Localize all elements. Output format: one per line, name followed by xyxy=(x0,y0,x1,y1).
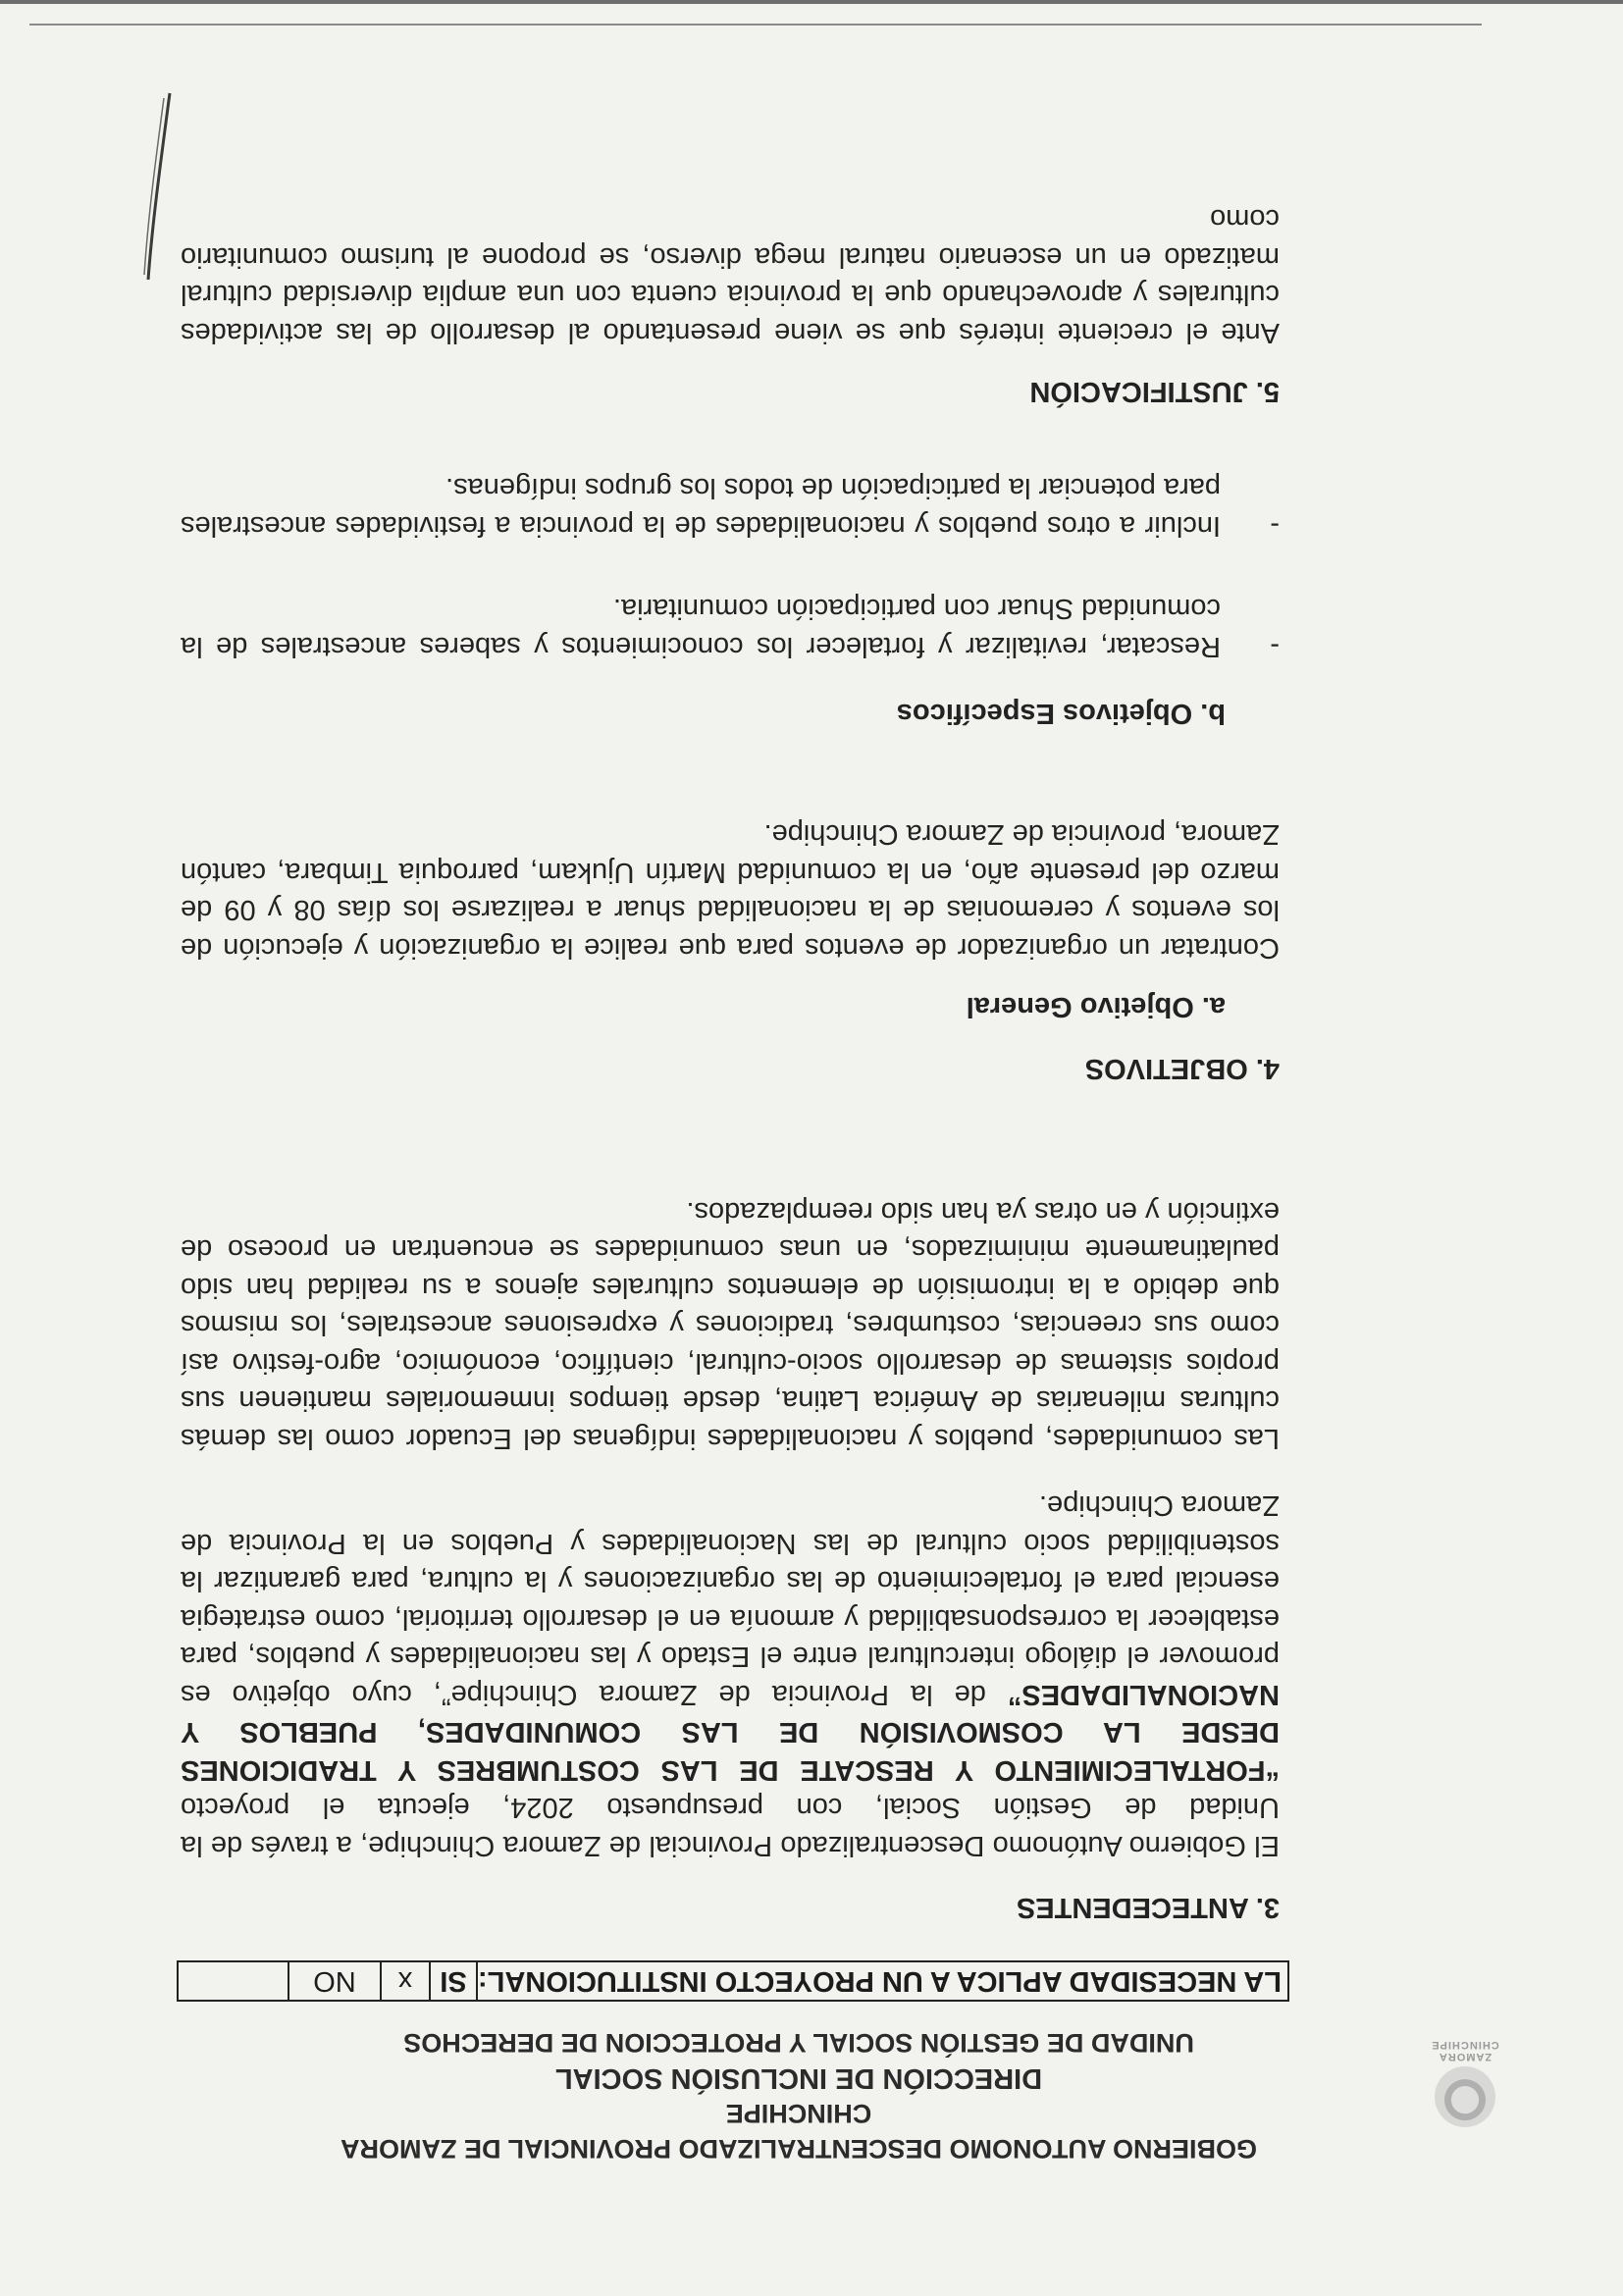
blank-cell xyxy=(189,1962,289,2000)
objetivos-especificos-title: b. Objetivos Específicos xyxy=(896,698,1226,729)
objetivo-especifico-1 xyxy=(181,590,1280,665)
document-header xyxy=(328,2025,1270,2166)
antecedentes-paragraph-2: Las comunidades, pueblos y nacionalidades indígenas del Ecuador como las demás culturas milenarias de América Latina, desde tiempos inmemoriales mantienen sus propios sistemas de desarrollo socio-cultural, científico, económico, agro-festivo así como sus creencias, costumbres, tradiciones y expresiones ancestrales, los mismos que debido a la intromisión de elementos culturales ajenos a su realidad han sido paulatinamente minimizados, en unas comunidades se encuentran en proceso de extinción y en otras ya han sido reemplazados. xyxy=(181,1196,1280,1454)
section-title-justificacion: 5. JUSTIFICACIÓN xyxy=(1029,376,1280,407)
objetivo-general-title: a. Objetivo General xyxy=(966,991,1226,1022)
objetivo-especifico-2 xyxy=(181,469,1280,545)
logo-text: ZAMORA CHINCHIPE xyxy=(1431,2039,1499,2062)
project-name: “FORTALECIMIENTO Y RESCATE DE LAS COSTUMBRES Y TRADICIONES DESDE LA COSMOVISIÓN DE LAS COMUNIDADES, PUEBLOS Y NACIONALIDADES” xyxy=(181,1679,1280,1786)
checkbox-mark: x xyxy=(382,1962,431,2000)
section-title-objetivos: 4. OBJETIVOS xyxy=(1084,1053,1280,1084)
header-line-4: UNIDAD DE GESTIÓN SOCIAL Y PROTECCION DE DERECHOS xyxy=(403,2028,1194,2058)
antecedentes-p1-b: de la Provincia de Zamora Chinchipe”, cuyo objetivo es promover el diálogo intercultural entre el Estado y las nacionalidades y pueblos, para establecer la corresponsabilidad y armonía en el desarrollo territorial, como estrategia esencial para el fortalecimiento de las organizaciones y la cultura, para garantizar la sostenibilidad socio cultural de las Nacionalidades y Pueblos en la Provincia de Zamora Chinchipe. xyxy=(181,1489,1280,1710)
applicability-question: LA NECESIDAD APLICA A UN PROYECTO INSTITUCIONAL: xyxy=(478,1965,1282,1998)
project-applicability-box xyxy=(177,1960,1289,2002)
header-line-1: GOBIERNO AUTONOMO DESCENTRALIZADO PROVINCIAL DE ZAMORA xyxy=(340,2134,1258,2164)
seal-icon xyxy=(1435,2066,1495,2127)
no-label: NO xyxy=(289,1962,382,2000)
objetivo-especifico-2-text: Incluir a otros pueblos y nacionalidades de la provincia a festividades ancestrales para potenciar la participación de todos los grupos indígenas. xyxy=(181,472,1221,542)
header-line-2: CHINCHIPE xyxy=(725,2099,872,2128)
justificacion-text: Ante el creciente interés que se viene presentando al desarrollo de las actividades culturales y aprovechando que la provincia cuenta con una amplia diversidad cultural matizado en un escenario natural mega diverso, se propone al turismo comunitario como xyxy=(181,203,1280,348)
provincial-logo xyxy=(1421,2029,1509,2127)
header-line-3: DIRECCIÓN DE INCLUSIÓN SOCIAL xyxy=(554,2062,1043,2094)
objetivo-especifico-1-text: Rescatar, revitalizar y fortalecer los conocimientos y saberes ancestrales de la comunidad Shuar con participación comunitaria. xyxy=(181,593,1221,662)
bullet-dash: - xyxy=(1270,510,1280,542)
signature-stroke-icon xyxy=(138,88,178,285)
objetivo-general-text: Contratar un organizador de eventos para que realice la organización y ejecución de los eventos y ceremonias de la nacionalidad shuar a realizarse los días 08 y 09 de marzo del presente año, en la comunidad Martín Ujukam, parroquia Timbara, cantón Zamora, provincia de Zamora Chinchipe. xyxy=(181,818,1280,964)
section-title-antecedentes: 3. ANTECEDENTES xyxy=(1016,1892,1280,1923)
antecedentes-p1-a: El Gobierno Autónomo Descentralizado Provincial de Zamora Chinchipe, a través de la Unidad de Gestión Social, con presupuesto 2024, ejecuta el proyecto xyxy=(181,1792,1280,1861)
bullet-dash: - xyxy=(1270,631,1280,662)
si-label: SI xyxy=(431,1962,478,2000)
antecedentes-paragraph-1 xyxy=(181,1487,1280,1864)
